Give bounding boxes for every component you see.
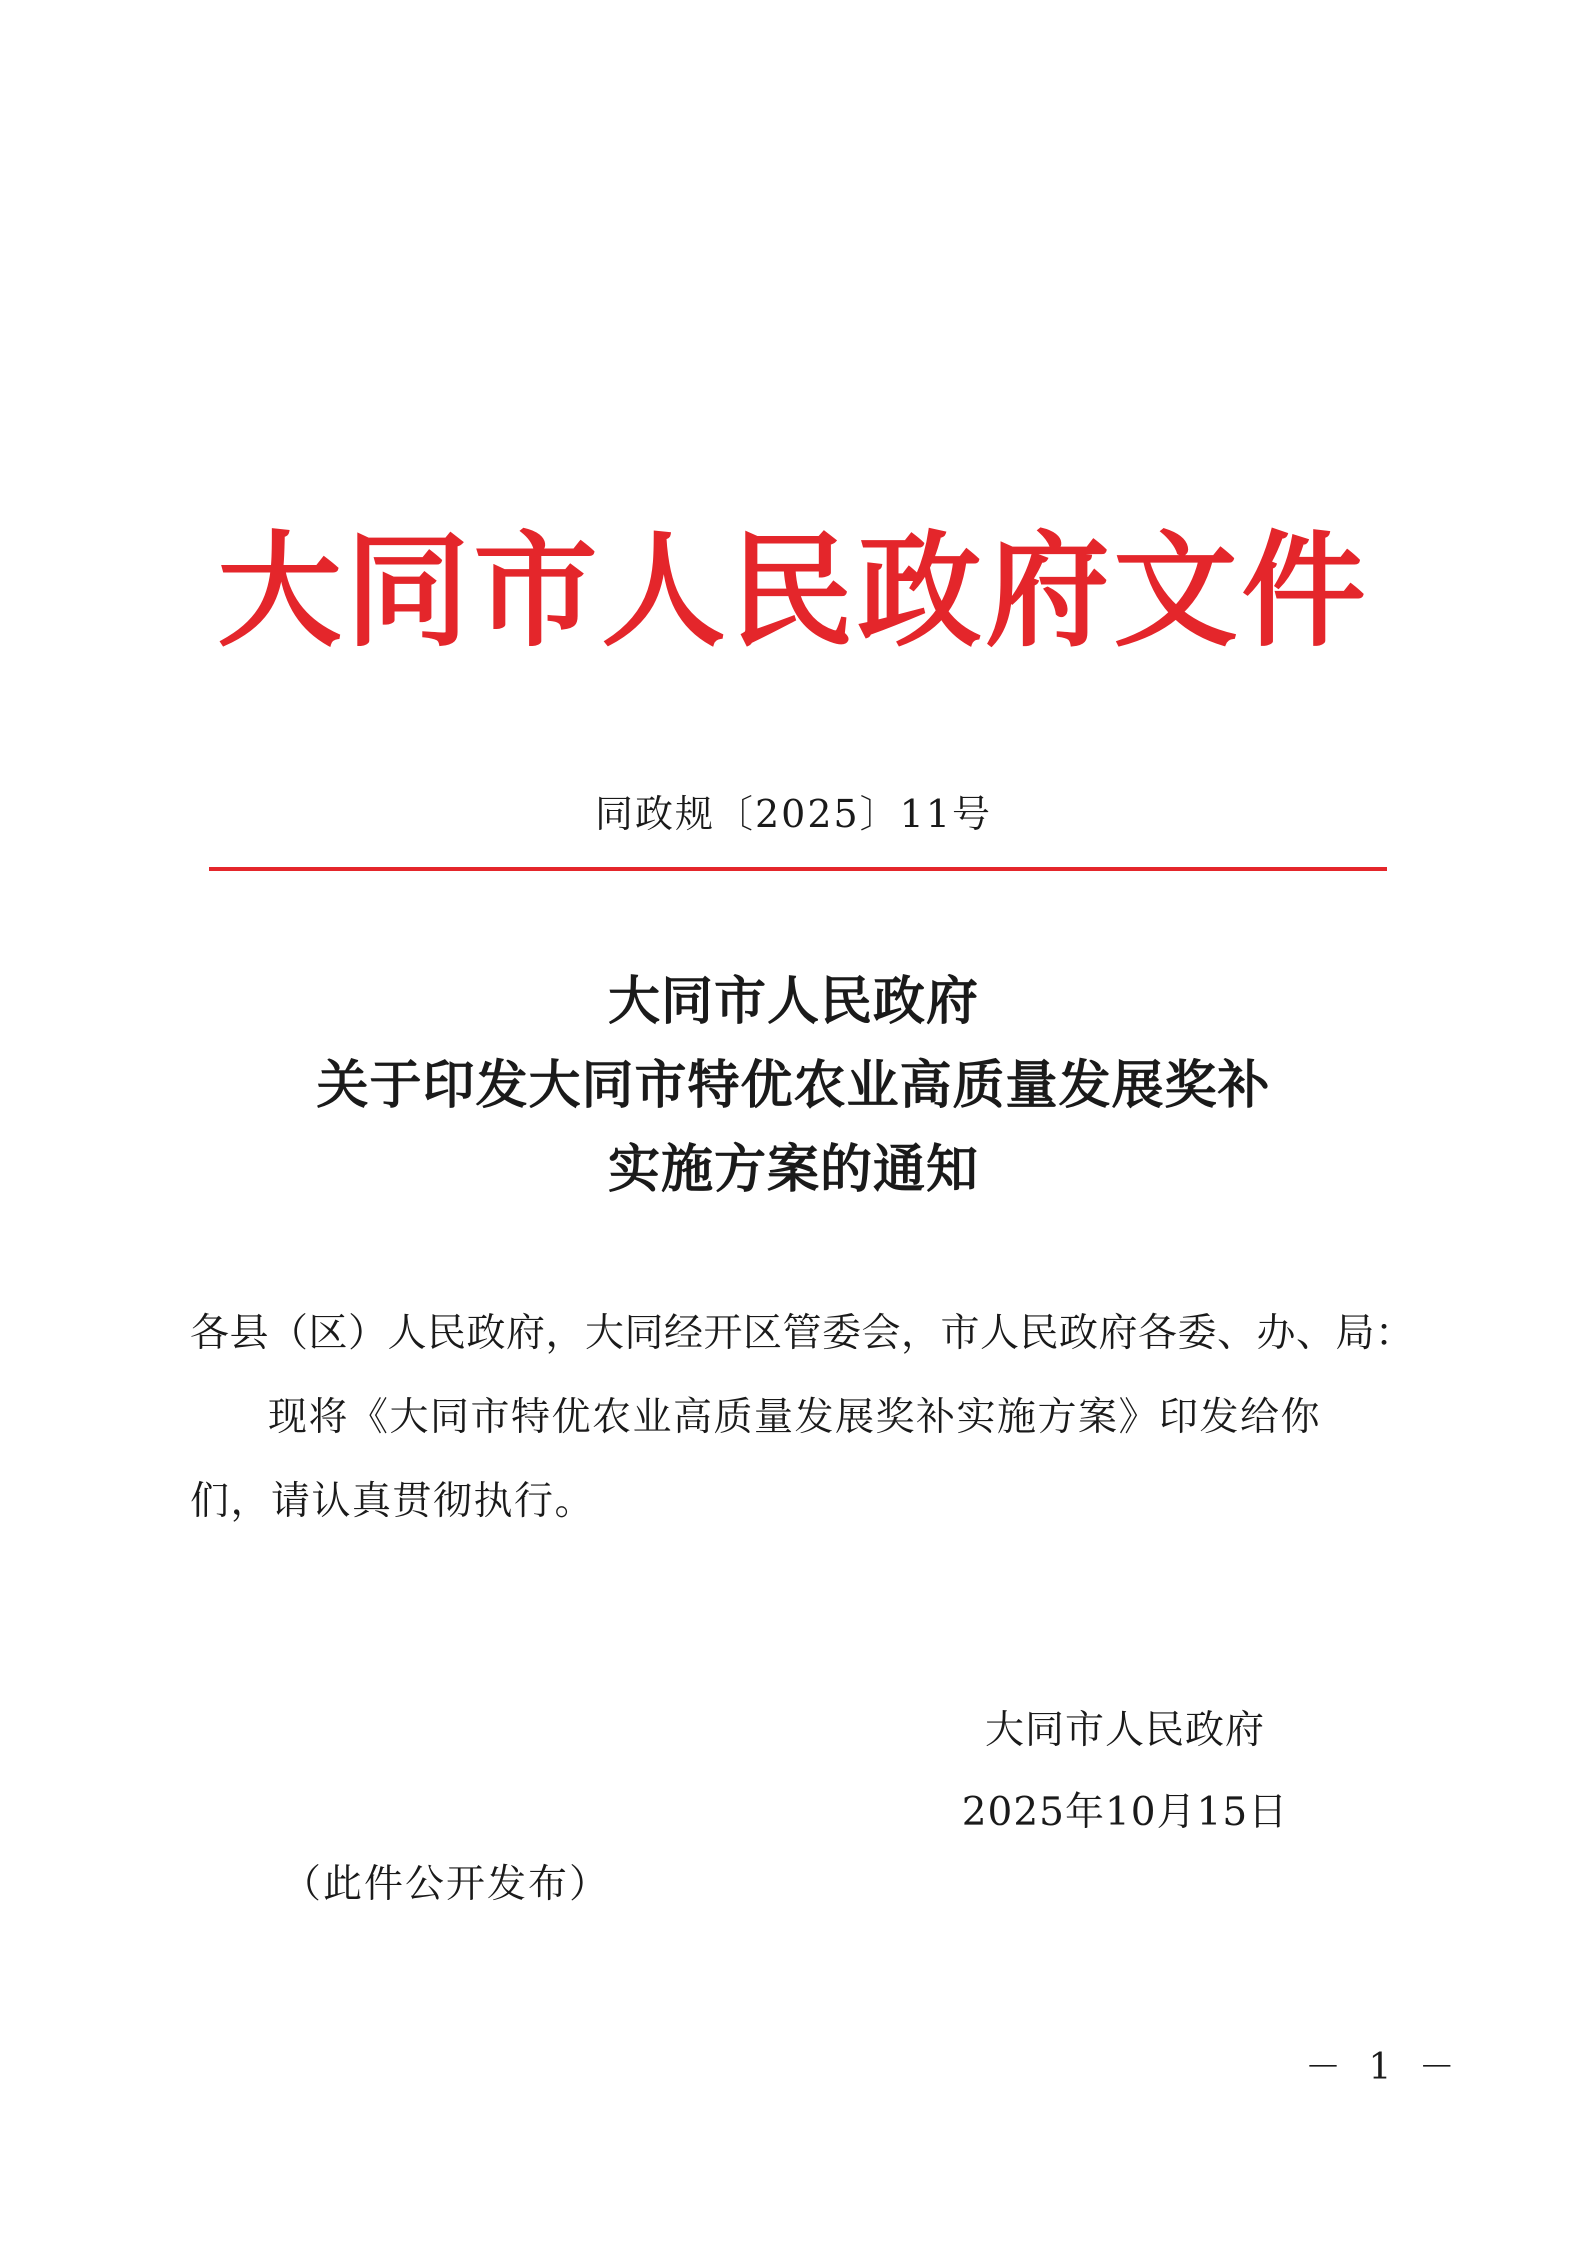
public-release-note: （此件公开发布） <box>282 1862 611 1907</box>
salutation: 各县（区）人民政府，大同经开区管委会，市人民政府各委、办、局： <box>190 1311 1415 1356</box>
body-paragraph: 现将《大同市特优农业高质量发展奖补实施方案》印发给你们，请认真贯彻执行。 <box>190 1395 1322 1524</box>
document-body <box>190 1292 1415 1544</box>
document-title <box>0 960 1587 1212</box>
document-number: 同政规〔2025〕11号 <box>594 792 993 836</box>
title-line-2: 关于印发大同市特优农业高质量发展奖补 <box>316 1055 1271 1116</box>
issue-date: 2025年10月15日 <box>961 1790 1289 1835</box>
signature-block <box>900 1690 1350 1854</box>
document-masthead: 大同市人民政府文件 <box>217 519 1370 664</box>
title-line-1: 大同市人民政府 <box>607 971 979 1032</box>
masthead-red-rule <box>209 867 1387 871</box>
issuer-name: 大同市人民政府 <box>984 1708 1265 1753</box>
page-number: － 1 － <box>1305 2047 1463 2088</box>
title-line-3: 实施方案的通知 <box>607 1139 979 1200</box>
